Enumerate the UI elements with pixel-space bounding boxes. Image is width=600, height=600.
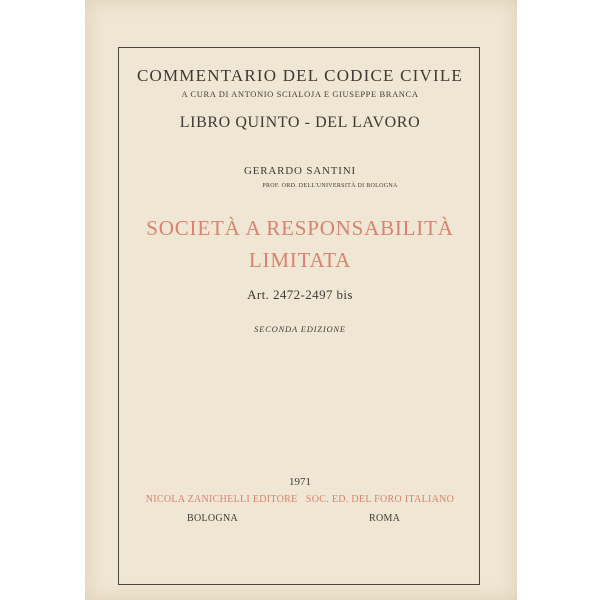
city-bologna: BOLOGNA [187, 513, 238, 524]
work-title-line2: LIMITATA [248, 248, 352, 272]
series-title: COMMENTARIO DEL CODICE CIVILE [136, 66, 464, 85]
publishers-line: NICOLA ZANICHELLI EDITORE SOC. ED. DEL FORO ITALIANO [145, 494, 455, 505]
author-affiliation: PROF. ORD. DELL'UNIVERSITÀ DI BOLOGNA [262, 183, 398, 189]
author-name: GERARDO SANTINI [244, 165, 356, 177]
articles-range: Art. 2472-2497 bis [247, 287, 353, 302]
city-roma: ROMA [369, 513, 401, 524]
editors-line: A CURA DI ANTONIO SCIALOJA E GIUSEPPE BRANCA [181, 89, 419, 99]
publication-year: 1971 [289, 476, 311, 488]
edition-label: SECONDA EDIZIONE [254, 324, 346, 334]
work-title-line1: SOCIETÀ A RESPONSABILITÀ [146, 216, 454, 240]
book-title: LIBRO QUINTO - DEL LAVORO [179, 114, 421, 131]
